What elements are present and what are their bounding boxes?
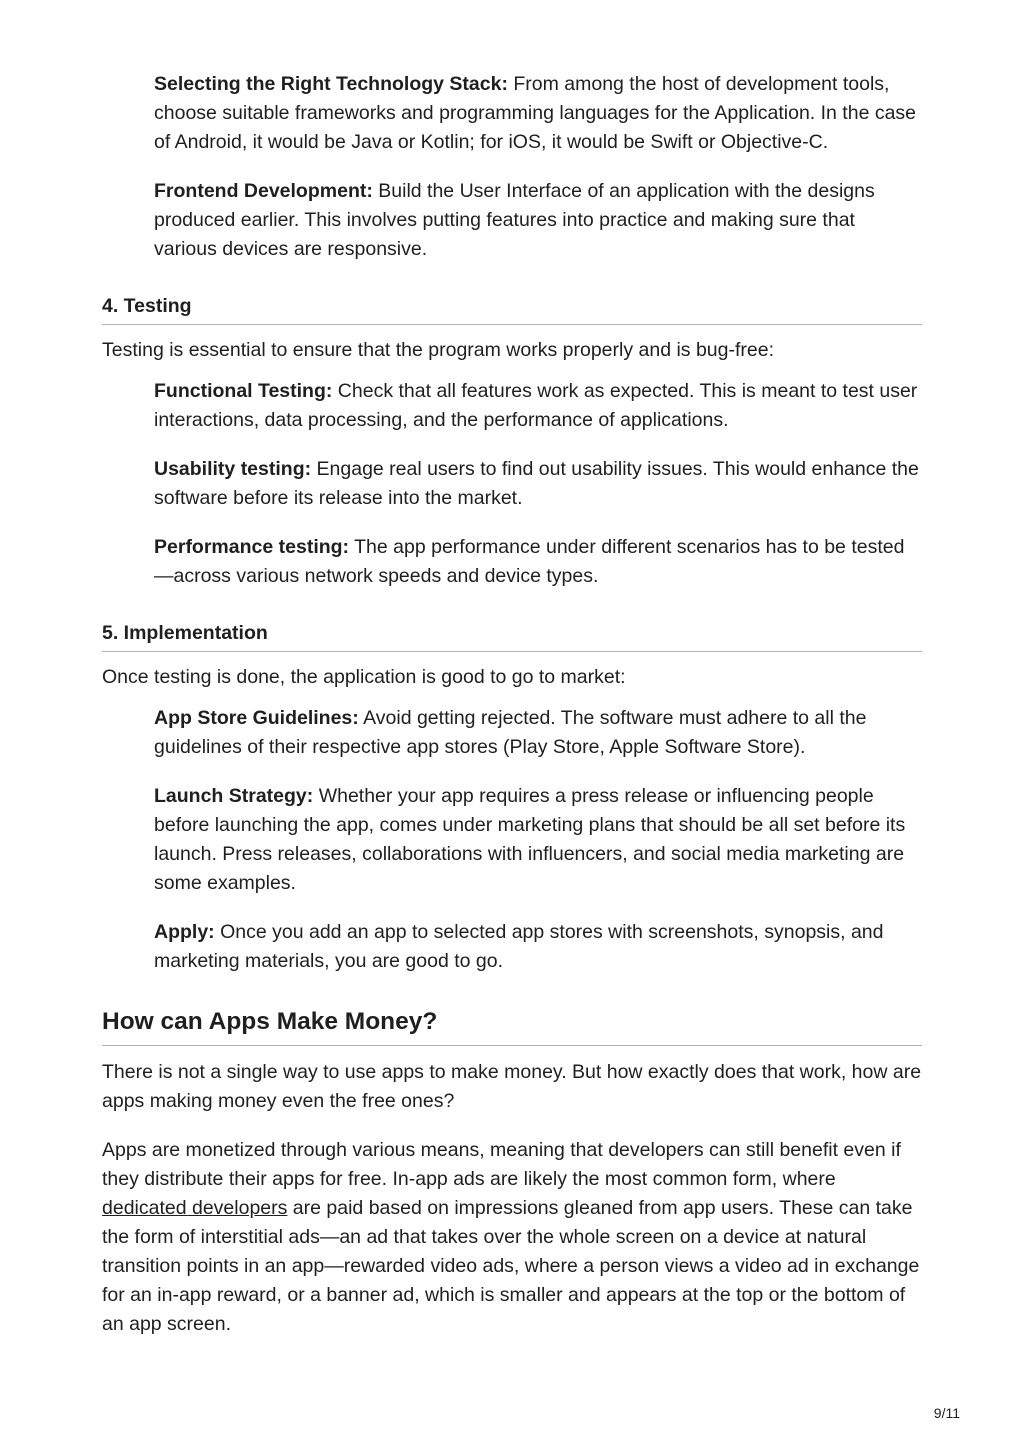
section-intro: Testing is essential to ensure that the program works properly and is bug-free:	[102, 339, 775, 361]
item-text: From among the host of development tools, choose suitable frameworks and programming languages for the Application. In the case of Android, it would be Java or Kotlin; for iOS, it would be Swift or Objective-C.	[154, 73, 917, 153]
paragraph: There is not a single way to use apps to make money. But how exactly does that work, how are apps making money even the free ones?	[102, 1061, 922, 1112]
item-term: Functional Testing:	[154, 380, 333, 402]
item-text: Once you add an app to selected app stores with screenshots, synopsis, and marketing materials, you are good to go.	[154, 921, 884, 972]
item-term: Launch Strategy:	[154, 785, 314, 807]
document-page	[102, 70, 922, 1359]
section-heading-money: How can Apps Make Money?	[102, 1006, 922, 1046]
item-term: Selecting the Right Technology Stack:	[154, 73, 508, 95]
item-term: App Store Guidelines:	[154, 707, 359, 729]
item-text: Avoid getting rejected. The software must adhere to all the guidelines of their respective app stores (Play Store, Apple Software Store).	[154, 707, 867, 758]
list-item	[154, 455, 922, 513]
item-text: Engage real users to find out usability issues. This would enhance the software before its release into the market.	[154, 458, 919, 509]
item-term: Apply:	[154, 921, 215, 943]
item-term: Performance testing:	[154, 536, 350, 558]
section-heading-implementation: 5. Implementation	[102, 620, 922, 652]
item-text: The app performance under different scenarios has to be tested—across various network speeds and device types.	[154, 536, 905, 587]
list-item	[154, 533, 922, 591]
paragraph-text: Apps are monetized through various means, meaning that developers can still benefit even if they distribute their apps for free. In-app ads are likely the most common form, where	[102, 1139, 901, 1190]
page-number: 9/11	[933, 1405, 960, 1421]
item-term: Usability testing:	[154, 458, 312, 480]
item-term: Frontend Development:	[154, 180, 373, 202]
item-text: Whether your app requires a press release or influencing people before launching the app, comes under marketing plans that should be all set before its launch. Press releases, collaborations with influencers, and social media marketing are some examples.	[154, 785, 906, 894]
list-item	[154, 704, 922, 762]
paragraph	[102, 1136, 922, 1339]
section-heading-testing: 4. Testing	[102, 293, 922, 325]
list-item	[154, 918, 922, 976]
dedicated-developers-link[interactable]: dedicated developers	[102, 1197, 288, 1219]
item-text: Build the User Interface of an application with the designs produced earlier. This involves putting features into practice and making sure that various devices are responsive.	[154, 180, 875, 260]
paragraph-text: are paid based on impressions gleaned from app users. These can take the form of interstitial ads—an ad that takes over the whole screen on a device at natural transition points in an app—rewarded video ads, where a person views a video ad in exchange for an in-app reward, or a banner ad, which is smaller and appears at the top or the bottom of an app screen.	[102, 1197, 920, 1335]
item-text: Check that all features work as expected. This is meant to test user interactions, data processing, and the performance of applications.	[154, 380, 918, 431]
list-item	[154, 377, 922, 435]
list-item	[154, 70, 922, 157]
section-intro: Once testing is done, the application is good to go to market:	[102, 666, 626, 688]
list-item	[154, 177, 922, 264]
list-item	[154, 782, 922, 898]
